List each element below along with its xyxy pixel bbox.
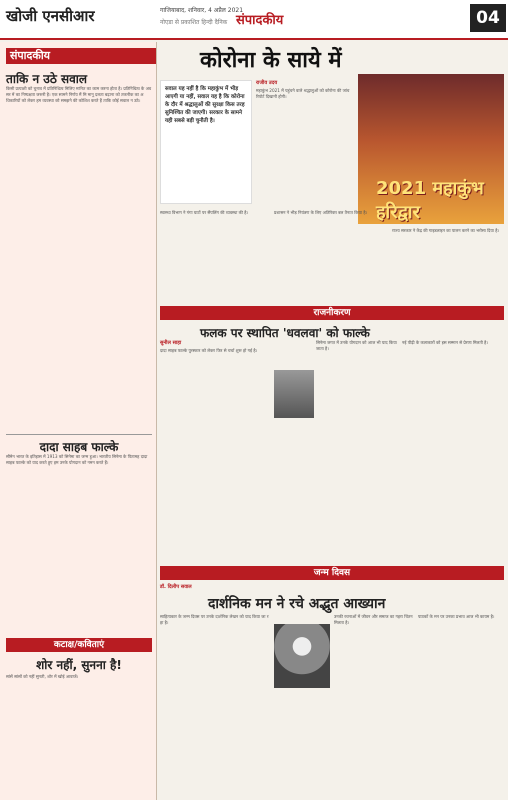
lead-story-body-1: महाकुंभ 2021 में पहुंचने वाले श्रद्धालुओं को कोरोना की जांच रिपोर्ट दिखानी होगी। [256,88,350,99]
politics-photo [274,370,314,418]
editorial-section-label: संपादकीय [6,48,156,64]
politics-section-label: राजनीकरण [160,306,504,320]
politics-body-2: सिनेमा जगत में उनके योगदान को आज भी याद किया जाता है। [316,340,397,351]
poem-headline: शोर नहीं, सुनना है! [36,658,122,672]
birthday-body-3: पाठकों के मन पर उनका प्रभाव आज भी कायम है। [418,614,495,619]
birthday-body-1: साहित्यकार के जन्म दिवस पर उनके दार्शनिक लेखन को याद किया जा रहा है। [160,614,269,625]
lead-story-body-4: राज्य सरकार ने केंद्र की गाइडलाइन का पालन करने का भरोसा दिया है। [392,228,500,233]
tagline: नोएडा से प्रकाशित हिन्दी दैनिक [160,19,228,26]
politics-headline: फलक पर स्थापित 'धवलवा' को फाल्के [200,326,370,340]
poem-body: सांसें सांसों को नहीं सुनती, शोर में खोई आवाजें। [6,674,79,679]
lead-story-body-2: स्वास्थ्य विभाग ने गंगा घाटों पर सैंपलिंग की व्यवस्था की है। [160,210,249,215]
newspaper-brand: खोजी एनसीआर [6,7,95,25]
editorial-body: किसी प्रत्याशी को चुनाव में प्रतिनिधित्व मिलिए मानित का काम करना होता है। प्रतिनिधित्व के अवसर में का निष्पक्षता जरूरी है। एक सामने निर्णय मैं मि मानू दलता बढ़ाना को तकनीक का अधिकारियों को लेकर हम व्यवस्था को समझने की कोशिश करते हैं ताकि कोई सवाल न उठे। [6,86,152,103]
author-portrait [274,624,330,688]
photo-caption-overlay: 2021 महाकुंभ हरिद्वार [376,178,484,223]
dadasaheb-body: सीमेन भारत के इतिहास में 1913 को सिनेमा का जन्म हुआ। भारतीय सिनेमा के पितामह दादा साहब फाल्के को याद करते हुए हम उनके योगदान को नमन करते हैं। [6,454,148,465]
page-number: 04 [470,4,506,32]
pull-quote: सवाल यह नहीं है कि महाकुंभ में भीड़ आएगी या नहीं, सवाल यह है कि कोरोना के दौर में श्रद्धालुओं की सुरक्षा किस तरह सुनिश्चित की जाएगी। सरकार के सामने यही सबसे बड़ी चुनौती है। [160,80,252,204]
lead-story-title: कोरोना के साये में [200,48,342,73]
lead-story-byline: राजीव उदय [256,80,278,86]
birthday-headline: दार्शनिक मन ने रचे अद्भुत आख्यान [208,596,386,612]
birthday-section-label: जन्म दिवस [160,566,504,580]
lead-story-body-3: प्रशासन ने भीड़ नियंत्रण के लिए अतिरिक्त बल तैनात किया है। [274,210,368,215]
birthday-byline: डॉ. दिलीप सवाल [160,584,192,590]
dateline: गाजियाबाद, शनिवार, 4 अप्रैल 2021 [160,7,244,14]
poem-section-label: कटाक्ष/कविताएं [6,638,152,652]
politics-byline: सुनील साहा [160,340,182,346]
birthday-body-2: उनकी रचनाओं में जीवन और समाज का गहरा चिंतन मिलता है। [334,614,413,625]
dadasaheb-headline: दादा साहब फाल्के [6,434,152,455]
politics-body-1: दादा साहब फाल्के पुरस्कार को लेकर फिर से चर्चा शुरू हो गई है। [160,348,258,353]
page-section-title: संपादकीय [236,13,284,28]
politics-body-3: नई पीढ़ी के कलाकारों को इस सम्मान से प्रेरणा मिलती है। [402,340,488,345]
editorial-headline: ताकि न उठे सवाल [6,72,88,86]
